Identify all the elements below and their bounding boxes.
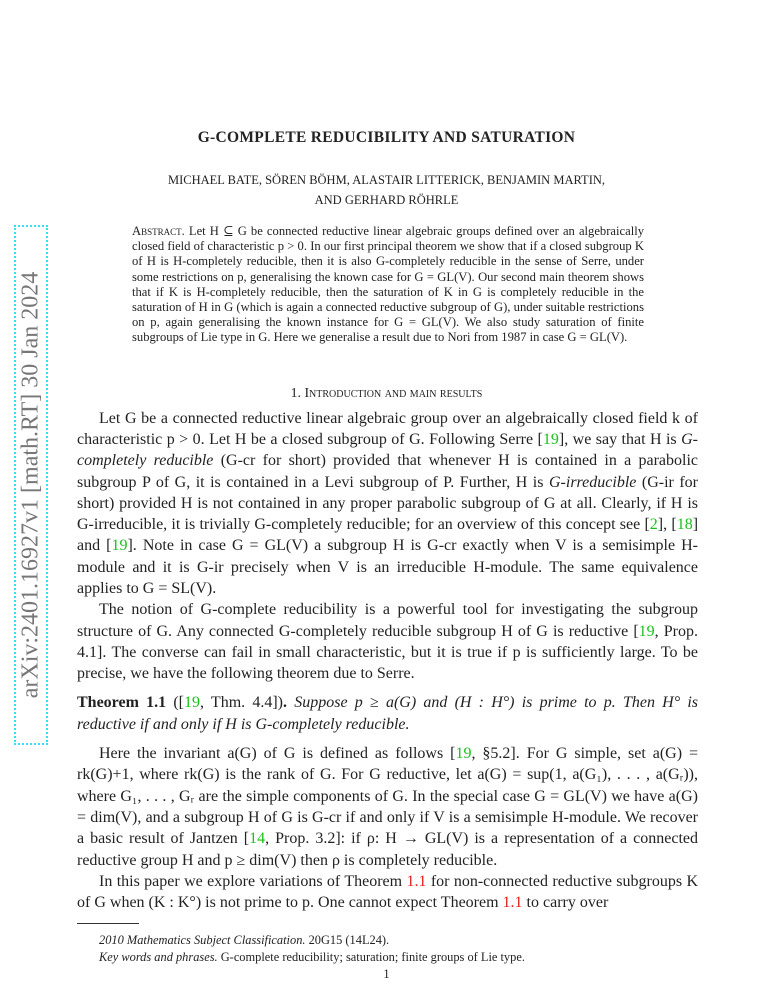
paper-title: G-COMPLETE REDUCIBILITY AND SATURATION — [197, 129, 576, 146]
text-run: , Prop. 3.2]: if ρ: H → GL(V) is a representation of a connected reductive group H and p ≥ dim(V) then ρ is completely reducible. — [77, 830, 698, 869]
citation-link[interactable]: 19 — [111, 537, 128, 555]
author-line: MICHAEL BATE, SÖREN BÖHM, ALASTAIR LITTERICK, BENJAMIN MARTIN, — [167, 173, 606, 187]
text-run: G-irreducible — [548, 473, 637, 491]
paragraph — [77, 408, 698, 600]
text-run: Let H ⊆ G be connected reductive linear algebraic groups defined over an algebraically closed field of characteristic p > 0. In our first principal theorem we show that if a closed subgroup K of H is H-completely reducible, then it is also G-completely reducible in the sense of Serre, under some restrictions on p, generalising the known case for G = GL(V). Our second main theorem shows that if K is H-completely reducible, then the saturation of K in G is completely reducible in the saturation of H in G (which is again a connected reductive subgroup of G), under suitable restrictions on p, again generalising the known instance for G = GL(V). We also study saturation of finite subgroups of Lie type in G. Here we generalise a result due to Nori from 1987 in case G = GL(V). — [132, 224, 644, 345]
body-text — [77, 408, 698, 914]
footnotes — [77, 932, 698, 966]
citation-link[interactable]: 2 — [649, 516, 658, 534]
abstract — [132, 224, 644, 346]
text-run: ] and [ — [77, 516, 699, 555]
footnote-msc — [77, 932, 698, 949]
text-run: Suppose p ≥ a(G) and (H : H°) is prime to p. Then H° is reductive if and only if H is G-completely reducible. — [77, 694, 699, 733]
page-number: 1 — [383, 967, 390, 982]
citation-link[interactable]: 19 — [455, 745, 472, 763]
text-run: ([ — [166, 694, 184, 712]
footnote-label: 2010 Mathematics Subject Classification. — [99, 933, 306, 948]
text-run: The notion of G-complete reducibility is a powerful tool for investigating the subgroup structure of G. Any connected G-completely reducible subgroup H of G is reductive [ — [77, 601, 698, 640]
footnote-text: G-complete reducibility; saturation; finite groups of Lie type. — [217, 950, 525, 965]
text-run: Theorem 1.1 — [77, 694, 167, 712]
author-list — [0, 170, 773, 210]
paragraph — [77, 871, 698, 914]
citation-link[interactable]: 19 — [542, 430, 559, 448]
text-run: , Prop. 4.1]. The converse can fail in small characteristic, but it is true if p is sufficiently large. To be precise, we have the following theorem due to Serre. — [77, 622, 698, 683]
footnote-divider — [77, 923, 139, 924]
theorem-reference-link[interactable]: 1.1 — [406, 872, 427, 890]
text-run: to carry over — [522, 894, 609, 912]
footnote-keywords — [77, 949, 698, 966]
text-run: G-completely reducible — [77, 430, 699, 470]
author-line: AND GERHARD RÖHRLE — [314, 193, 459, 207]
text-run: , Thm. 4.4]) — [200, 694, 284, 712]
section-heading: 1. Introduction and main results — [290, 384, 483, 400]
footnote-label: Key words and phrases. — [99, 950, 218, 965]
citation-link[interactable]: 18 — [676, 516, 693, 534]
text-run: In this paper we explore variations of Theorem — [99, 872, 407, 890]
theorem-reference-link[interactable]: 1.1 — [502, 894, 523, 912]
text-run: (G-ir for short) provided H is not contained in any proper parabolic subgroup of G at all. Clearly, if H is G-irreducible, it is trivially G-completely reducible; for an overview of this concept see [ — [77, 473, 699, 534]
text-run: . — [283, 694, 288, 712]
text-run: (G-cr for short) provided that whenever H is contained in a parabolic subgroup P of G, it is contained in a Levi subgroup of P. Further, H is — [77, 452, 699, 491]
citation-link[interactable]: 14 — [249, 830, 266, 848]
text-run: ], we say that H is — [558, 430, 682, 448]
text-run: , §5.2]. For G simple, set a(G) = rk(G)+1, where rk(G) is the rank of G. For G reductive, let a(G) = sup(1, a(G₁), . . . , a(Gᵣ)), where G₁, . . . , Gᵣ are the simple components of G. In the special case G = GL(V) we have a(G) = dim(V), and a subgroup H of G is G-cr if and only if V is a semisimple H-module. We recover a basic result of Jantzen [ — [77, 745, 699, 848]
arxiv-identifier[interactable]: arXiv:2401.16927v1 [math.RT] 30 Jan 2024 — [17, 271, 44, 699]
text-run: Here the invariant a(G) of G is defined as follows [ — [99, 745, 456, 763]
text-run: ]. Note in case G = GL(V) a subgroup H is G-cr exactly when V is a semisimple H-module and it is G-ir precisely when V is an irreducible H-module. The same equivalence applies to G = SL(V). — [77, 537, 698, 597]
text-run: ], [ — [657, 516, 677, 534]
paragraph — [77, 599, 698, 684]
text-run: for non-connected reductive subgroups K of G when (K : K°) is not prime to p. One cannot expect Theorem — [77, 872, 698, 912]
footnote-text: 20G15 (14L24). — [305, 933, 390, 948]
text-run: Let G be a connected reductive linear algebraic group over an algebraically closed field k of characteristic p > 0. Let H be a closed subgroup of G. Following Serre [ — [77, 409, 698, 448]
theorem-statement — [77, 692, 698, 735]
abstract-label: Abstract. — [132, 224, 185, 238]
paragraph — [77, 743, 698, 871]
citation-link[interactable]: 19 — [184, 694, 200, 712]
citation-link[interactable]: 19 — [638, 622, 655, 640]
